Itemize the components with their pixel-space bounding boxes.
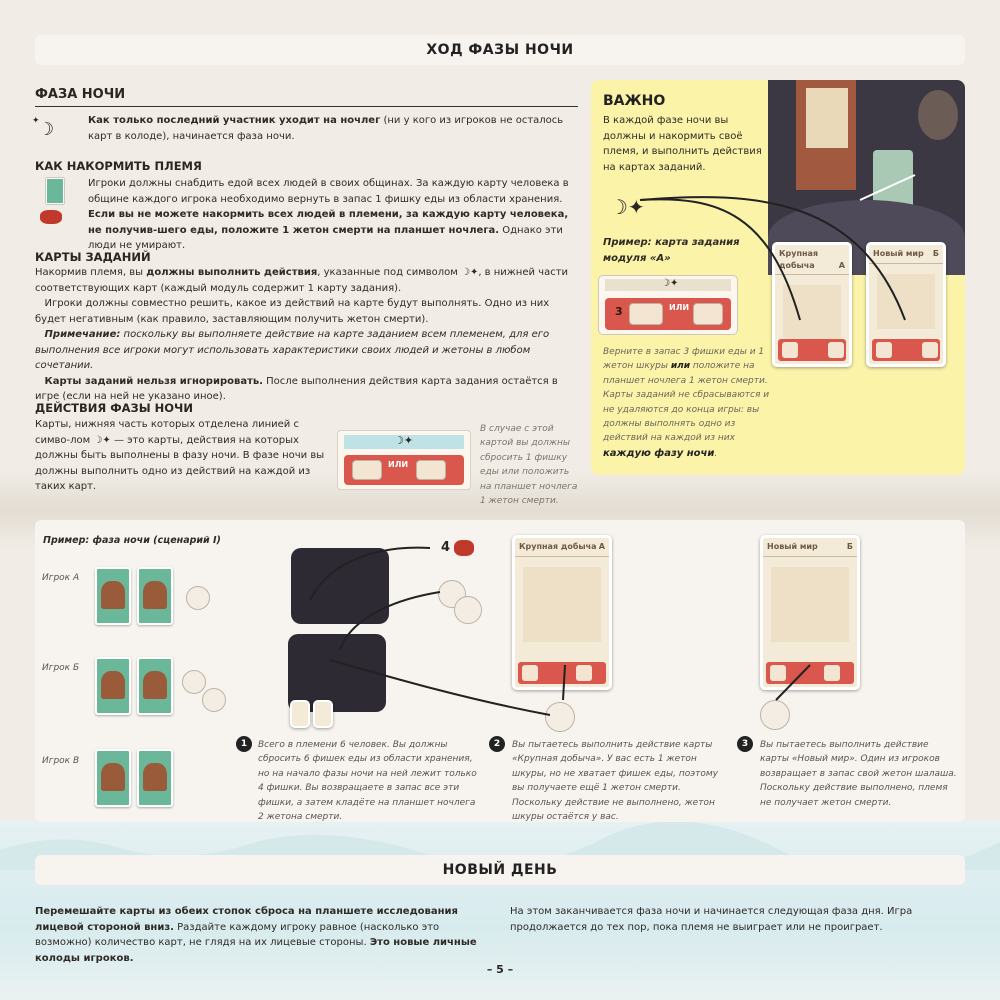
arrow-death-2: [330, 660, 550, 715]
night-actions-text: Карты, нижняя часть которых отделена линией с симво-лом ☽✦ — это карты, действия на которых должны быть выполнены в фазу ночи. В фазе ночи вы должны выполнить одно из действий на каждой из таких карт.: [35, 419, 325, 492]
new-day-left-text: Перемешайте карты из обеих стопок сброса на планшете исследования лицевой стороной вниз. Раздайте каждому игроку равное (насколько это возможно) количество карт, не глядя на их лицевые стороны. Это новые личные колоды игроков.: [35, 906, 477, 964]
or-label: ИЛИ: [388, 460, 409, 469]
feed-text: Игроки должны снабдить едой всех людей в своих общинах. За каждую карту человека в общине каждого игрока необходимо вернуть в запас 1 фишку еды из области хранения. Если вы не можете накормить всех людей в племени, за каждую карту человека, не получив-шего еды, положите 1 жетон смерти на планшет ночлега. Однако эти люди не умирают.: [88, 178, 569, 251]
player-c-label: Игрок В: [42, 756, 80, 766]
page-number: – 5 –: [486, 963, 514, 976]
moon-symbol-icon: ☽✦: [93, 434, 111, 446]
moon-icon: ☽: [38, 119, 55, 140]
food-count: 4: [441, 540, 451, 555]
step-text: Вы пытаетесь выполнить действие карты «Крупная добыча». У вас есть 1 жетон шкуры, но не хватает фишек еды, поэтому вы получаете ещё 1 жетон смерти. Поскольку действие не выполнено, жетон шкуры остаётся у вас.: [512, 740, 719, 822]
moon-symbol-icon: ☽✦: [394, 434, 414, 447]
step-number: 2: [489, 736, 505, 752]
important-heading: ВАЖНО: [603, 93, 666, 109]
night-card-caption: В случае с этой картой вы должны сбросить 1 фишку еды или положить на планшет ночлега 1 жетон смерти.: [480, 424, 578, 506]
example-label: Пример: карта задания модуля «А»: [603, 237, 740, 264]
card-title: Новый мир Б: [763, 538, 857, 557]
card-title: Крупная добыча А: [775, 245, 849, 275]
night-phase-heading: ФАЗА НОЧИ: [35, 87, 126, 102]
page-title: ХОД ФАЗЫ НОЧИ: [35, 35, 965, 65]
arrow-death-1: [340, 592, 440, 650]
or-label: ИЛИ: [669, 303, 690, 312]
card-title: Крупная добыча А: [515, 538, 609, 557]
new-day-heading: НОВЫЙ ДЕНЬ: [35, 855, 965, 885]
new-day-right-text: На этом заканчивается фаза ночи и начинается следующая фаза дня. Игра продолжается до тех пор, пока племя не выиграет или не проиграет.: [510, 906, 913, 933]
moon-symbol-icon: ☽✦: [460, 267, 479, 278]
stars-icon: ✦: [32, 116, 40, 126]
feed-heading: КАК НАКОРМИТЬ ПЛЕМЯ: [35, 159, 202, 173]
night-phase-text: Как только последний участник уходит на ночлег (ни у кого из игроков не осталось карт в колоде), начинается фаза ночи.: [88, 115, 564, 142]
night-actions-heading: ДЕЙСТВИЯ ФАЗЫ НОЧИ: [35, 401, 193, 415]
player-a-label: Игрок А: [42, 573, 80, 583]
quests-text: Накормив племя, вы должны выполнить действия, указанные под символом ☽✦, в нижней части соответствующих карт (каждый модуль содержит 1 карту задания). Игроки должны совместно решить, какое из действий на карте будут выполнять. Одно из них будет негативным (как правило, заставляющим получить жетон смерти). Примечание: поскольку вы выполняете действие на карте заданием всем племенем, для его выполнения все игроки могут использовать характеристики своих людей и жетоны в любом сочетании. Карты заданий нельзя игнорировать. После выполнения действия карта задания остаётся в игре (если на ней не указано иное).: [35, 267, 569, 402]
moon-icon: ☽✦: [610, 195, 645, 219]
moon-symbol-icon: ☽✦: [661, 278, 679, 289]
important-text: В каждой фазе ночи вы должны и накормить своё племя, и выполнить действия на картах заданий.: [603, 115, 762, 173]
player-b-label: Игрок Б: [42, 663, 80, 673]
food-count: 3: [615, 305, 623, 318]
important-caption: Верните в запас 3 фишки еды и 1 жетон шкуры или положите на планшет ночлега 1 жетон смерти. Карты заданий не сбрасываются и не удаляются до конца игры: вы должны выполнять одно из действий на каждой из них каждую фазу ночи.: [603, 347, 770, 459]
step-number: 1: [236, 736, 252, 752]
step-text: Вы пытаетесь выполнить действие карты «Новый мир». Один из игроков возвращает в запас свой жетон шалаша. Поскольку действие выполнено, племя не получает жетон смерти.: [760, 740, 957, 808]
card-title: Новый мир Б: [869, 245, 943, 264]
quests-heading: КАРТЫ ЗАДАНИЙ: [35, 250, 151, 264]
arrow-tent: [776, 665, 810, 700]
arrow-food: [310, 548, 430, 600]
step-text: Всего в племени 6 человек. Вы должны сбросить 6 фишек еды из области хранения, но на начало фазы ночи на ней лежит только 4 фишки. Вы возвращаете в запас все эти фишки, а затем кладёте на планшет ночлега 2 жетона смерти.: [258, 740, 477, 822]
arrow-card-token: [563, 665, 565, 700]
example-panel-label: Пример: фаза ночи (сценарий I): [43, 535, 221, 546]
step-number: 3: [737, 736, 753, 752]
